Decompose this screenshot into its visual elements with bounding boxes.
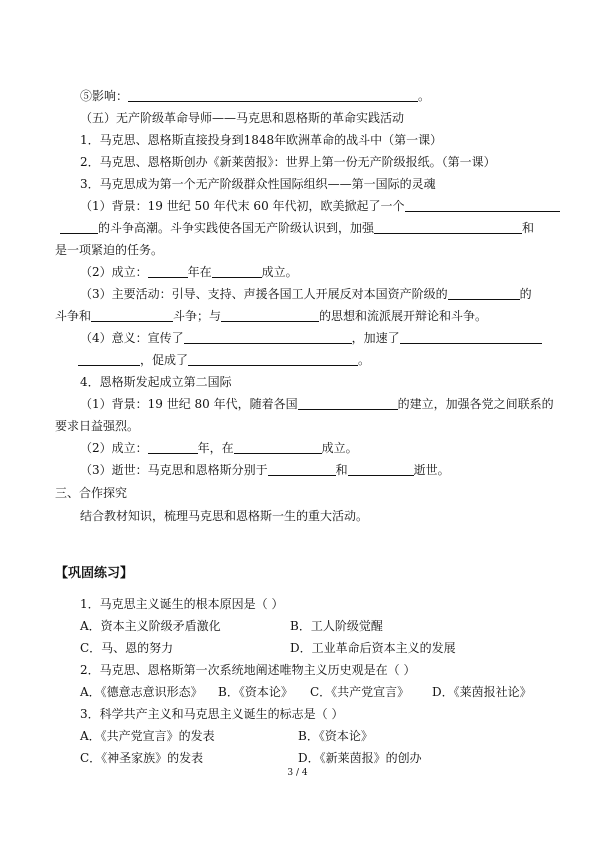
answer-blank[interactable] — [91, 309, 173, 322]
answer-blank[interactable] — [348, 463, 414, 476]
answer-blank[interactable] — [148, 441, 198, 454]
point-3-activities-line1: （3）主要活动：引导、支持、声援各国工人开展反对本国资产阶级的 的 — [80, 287, 532, 301]
question-2-option-b[interactable]: B．《资本论》 — [218, 685, 293, 699]
section-3-title: 三、合作探究 — [55, 486, 128, 500]
point-4-background-line1: （1）背景：19 世纪 80 年代，随着各国 的建立，加强各党之间联系的 — [80, 397, 554, 411]
point-3-activities-line2: 斗争和 斗争；与 的思想和流派展开辩论和斗争。 — [55, 309, 488, 323]
question-1-option-a[interactable]: A．资本主义阶级矛盾激化 — [80, 619, 221, 633]
point-4: 4．恩格斯发起成立第二国际 — [80, 375, 232, 389]
page-number: 3 / 4 — [287, 768, 308, 778]
answer-blank[interactable] — [148, 265, 188, 278]
answer-blank[interactable] — [400, 331, 542, 344]
answer-blank[interactable] — [298, 397, 398, 410]
answer-blank[interactable] — [374, 221, 522, 234]
question-3-option-a[interactable]: A．《共产党宣言》的发表 — [80, 729, 215, 743]
point-3-background-line1: （1）背景：19 世纪 50 年代末 60 年代初，欧美掀起了一个 — [80, 198, 560, 214]
answer-blank[interactable] — [184, 331, 352, 344]
answer-blank[interactable] — [188, 353, 358, 366]
question-1-option-b[interactable]: B．工人阶级觉醒 — [290, 619, 383, 633]
answer-blank[interactable] — [60, 221, 98, 234]
section-5-title: （五）无产阶级革命导师——马克思和恩格斯的革命实践活动 — [80, 111, 405, 125]
answer-blank[interactable] — [405, 199, 560, 212]
question-2: 2．马克思、恩格斯第一次系统地阐述唯物主义历史观是在（ ） — [80, 663, 416, 677]
point-3: 3．马克思成为第一个无产阶级群众性国际组织——第一国际的灵魂 — [80, 177, 436, 191]
influence-label: ⑤影响： — [80, 89, 129, 103]
question-1-option-c[interactable]: C．马、恩的努力 — [80, 641, 174, 655]
question-3-option-c[interactable]: C．《神圣家族》的发表 — [80, 751, 204, 765]
point-3-background-line2: 的斗争高潮。斗争实践使各国无产阶级认识到，加强 和 — [60, 220, 534, 236]
answer-blank[interactable] — [234, 441, 322, 454]
point-4-founding: （2）成立： 年，在 成立。 — [80, 441, 358, 455]
point-3-founding: （2）成立： 年在 成立。 — [80, 265, 298, 279]
question-2-option-c[interactable]: C．《共产党宣言》 — [310, 685, 410, 699]
point-2: 2．马克思、恩格斯创办《新莱茵报》：世界上第一份无产阶级报纸。（第一课） — [80, 155, 496, 169]
answer-blank[interactable] — [221, 309, 319, 322]
answer-blank[interactable] — [268, 463, 336, 476]
question-2-option-a[interactable]: A．《德意志意识形态》 — [80, 685, 203, 699]
point-1: 1．马克思、恩格斯直接投身到1848年欧洲革命的战斗中（第一课） — [80, 133, 443, 147]
question-3-option-b[interactable]: B．《资本论》 — [298, 729, 373, 743]
answer-blank[interactable] — [448, 287, 520, 300]
point-3-significance-line1: （4）意义：宣传了 ，加速了 — [80, 330, 542, 346]
question-1: 1．马克思主义诞生的根本原因是（ ） — [80, 597, 284, 611]
point-3-significance-line2: ，促成了 。 — [78, 352, 370, 368]
section-3-text: 结合教材知识，梳理马克思和恩格斯一生的重大活动。 — [80, 509, 369, 523]
question-1-option-d[interactable]: D．工业革命后资本主义的发展 — [290, 641, 456, 655]
question-3: 3．科学共产主义和马克思主义诞生的标志是（ ） — [80, 707, 344, 721]
answer-blank[interactable] — [212, 265, 262, 278]
question-2-option-d[interactable]: D．《莱茵报社论》 — [432, 685, 532, 699]
question-3-option-d[interactable]: D．《新莱茵报》的创办 — [298, 751, 422, 765]
practice-title: 【巩固练习】 — [55, 566, 134, 581]
point-4-background-line2: 要求日益强烈。 — [55, 419, 140, 433]
point-4-death: （3）逝世：马克思和恩格斯分别于 和 逝世。 — [80, 463, 450, 477]
point-3-background-line3: 是一项紧迫的任务。 — [55, 243, 164, 257]
answer-blank[interactable] — [78, 353, 140, 366]
influence-line: ⑤影响： 。 — [80, 89, 431, 103]
answer-blank[interactable] — [128, 89, 418, 102]
